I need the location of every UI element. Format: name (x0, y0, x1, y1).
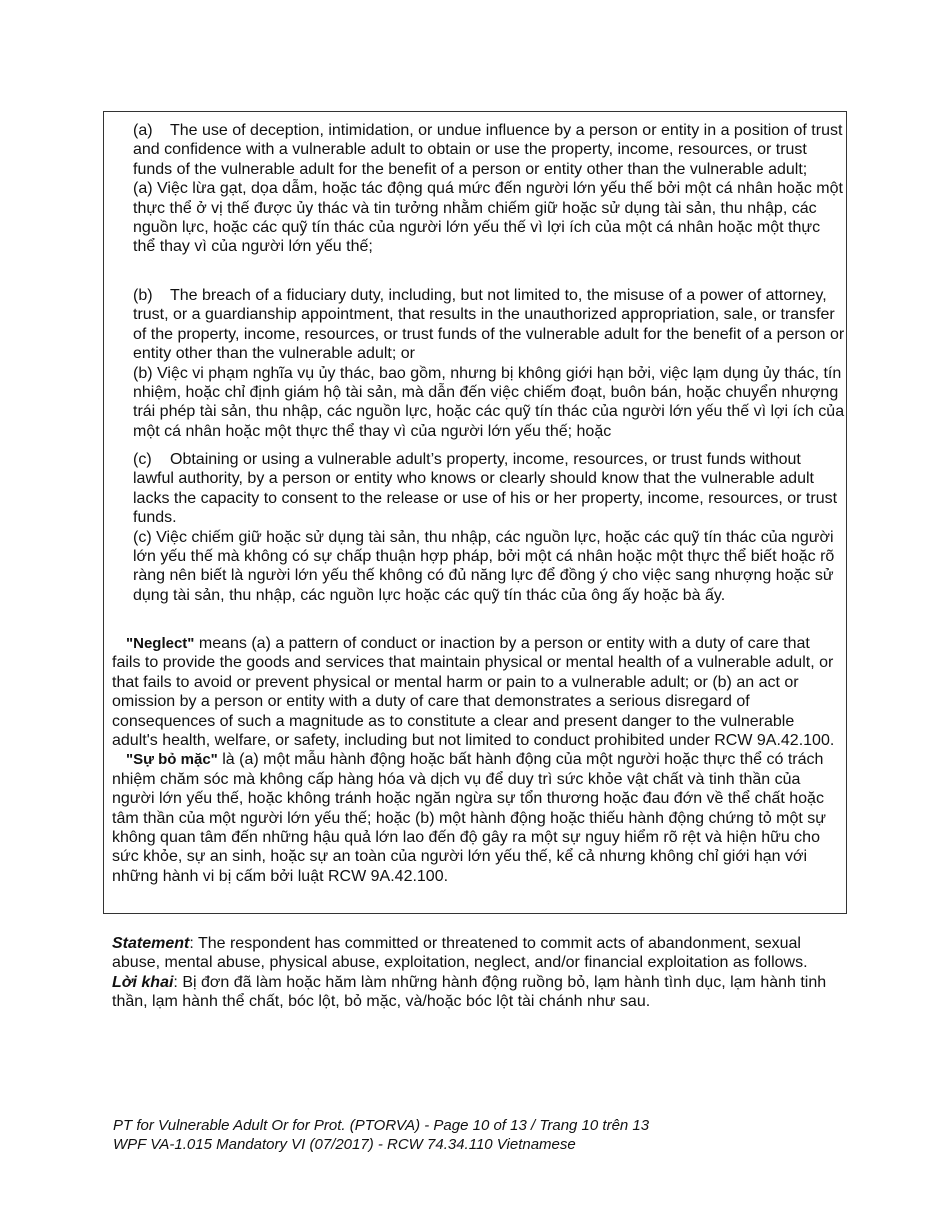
item-a-vietnamese: (a) Việc lừa gạt, dọa dẫm, hoặc tác động quá mức đến người lớn yếu thế bởi một cá nhân hoặc một thực thể ở vị thế được ủy thác và tin tưởng nhằm chiếm giữ hoặc sử dụng tài sản, thu nhập, các nguồn lực, hoặc các quỹ tín thác của người lớn yếu thế vì lợi ích của một cá nhân hoặc một thực thể thay vì của người lớn yếu thế; (133, 180, 843, 256)
neglect-definition (112, 634, 840, 886)
item-b-english-text: The breach of a fiduciary duty, including, but not limited to, the misuse of a power of attorney, trust, or a guardianship appointment, that results in the unauthorized appropriation, sale, or transfer of the property, income, resources, or trust funds of the vulnerable adult for the benefit of a person or entity other than the vulnerable adult; or (133, 287, 845, 363)
neglect-english (112, 634, 840, 750)
item-b-vietnamese: (b) Việc vi phạm nghĩa vụ ủy thác, bao gồm, nhưng bị không giới hạn bởi, việc lạm dụng ủy thác, tín nhiệm, hoặc chỉ định giám hộ tài sản, mà dẫn đến việc chiếm đoạt, buôn bán, hoặc chuyển nhượng trái phép tài sản, thu nhập, các nguồn lực, hoặc các quỹ tín thác của người lớn yếu thế vì lợi ích của một cá nhân hoặc một thực thể thay vì của người lớn yếu thế; hoặc (133, 364, 845, 440)
item-b (133, 286, 845, 441)
footer-line-2: WPF VA-1.015 Mandatory VI (07/2017) - RCW 74.34.110 Vietnamese (113, 1136, 576, 1153)
item-c-english (133, 450, 845, 528)
statement-label-vi: Lời khai (112, 973, 174, 991)
neglect-text-en: means (a) a pattern of conduct or inaction by a person or entity with a duty of care that fails to provide the goods and services that maintain physical or mental health of a vulnerable adult, or that fails to avoid or prevent physical or mental harm or pain to a vulnerable adult; or (b) an act or omission by a person or entity with a duty of care that demonstrates a serious disregard of consequences of such a magnitude as to constitute a clear and present danger to the vulnerable adult's health, welfare, or safety, including but not limited to conduct prohibited under RCW 9A.42.100. (112, 635, 835, 750)
statement-section (112, 934, 842, 1012)
item-c-vietnamese: (c) Việc chiếm giữ hoặc sử dụng tài sản, thu nhập, các nguồn lực, hoặc các quỹ tín thác của người lớn yếu thế mà không có sự chấp thuận hợp pháp, bởi một cá nhân hoặc một thực thể biết hoặc rõ ràng nên biết là người lớn yếu thế không có đủ năng lực để đồng ý cho việc sang nhượng hoặc sử dụng tài sản, thu nhập, các nguồn lực hoặc các quỹ tín thác của ông ấy hoặc bà ấy. (133, 528, 835, 604)
neglect-term-en: "Neglect" (126, 635, 195, 652)
neglect-vietnamese (112, 750, 840, 886)
item-b-english (133, 286, 845, 364)
footer-line-1: PT for Vulnerable Adult Or for Prot. (PTORVA) - Page 10 of 13 / Trang 10 trên 13 (113, 1117, 650, 1134)
statement-english (112, 934, 842, 973)
statement-label-en: Statement (112, 935, 190, 952)
item-a (133, 121, 845, 257)
page-footer (113, 1116, 649, 1154)
neglect-term-vi: "Sự bỏ mặc" (126, 751, 218, 769)
item-a-english (133, 121, 845, 179)
statement-text-en: : The respondent has committed or threatened to commit acts of abandonment, sexual abuse, mental abuse, physical abuse, exploitation, neglect, and/or financial exploitation as follows. (112, 935, 808, 972)
item-c-english-text: Obtaining or using a vulnerable adult’s property, income, resources, or trust funds without lawful authority, by a person or entity who knows or clearly should know that the vulnerable adult lacks the capacity to consent to the release or use of his or her property, income, resources, or trust funds. (133, 451, 838, 527)
item-c-label: (c) (133, 451, 152, 468)
statement-text-vi: : Bị đơn đã làm hoặc hăm làm những hành động ruồng bỏ, lạm hành tình dục, lạm hành tinh thần, lạm hành thể chất, bóc lột, bỏ mặc, và/hoặc bóc lột tài chánh như sau. (112, 973, 827, 1011)
item-a-label: (a) (133, 122, 153, 139)
statement-vietnamese (112, 973, 842, 1012)
item-c (133, 450, 845, 605)
neglect-text-vi: là (a) một mẫu hành động hoặc bất hành động của một người hoặc thực thể có trách nhiệm chăm sóc mà không cấp hàng hóa và dịch vụ để duy trì sức khỏe vật chất và tinh thần của người lớn yếu thế, hoặc không tránh hoặc ngăn ngừa sự tổn thương hoặc đau đớn về thể chất hoặc tâm thần của một người lớn yếu thế; hoặc (b) một hành động hoặc thiếu hành động chứng tỏ một sự không quan tâm đến những hậu quả lớn lao đến độ gây ra một sự nguy hiểm rõ rệt và hiện hữu cho sức khỏe, sự an sinh, hoặc sự an toàn của người lớn yếu thế, kể cả nhưng không chỉ giới hạn với những hành vi bị cấm bởi luật RCW 9A.42.100. (112, 751, 826, 885)
item-a-english-text: The use of deception, intimidation, or undue influence by a person or entity in a position of trust and confidence with a vulnerable adult to obtain or use the property, income, resources, or trust funds of the vulnerable adult for the benefit of a person or entity other than the vulnerable adult; (133, 122, 843, 178)
item-b-label: (b) (133, 287, 153, 304)
